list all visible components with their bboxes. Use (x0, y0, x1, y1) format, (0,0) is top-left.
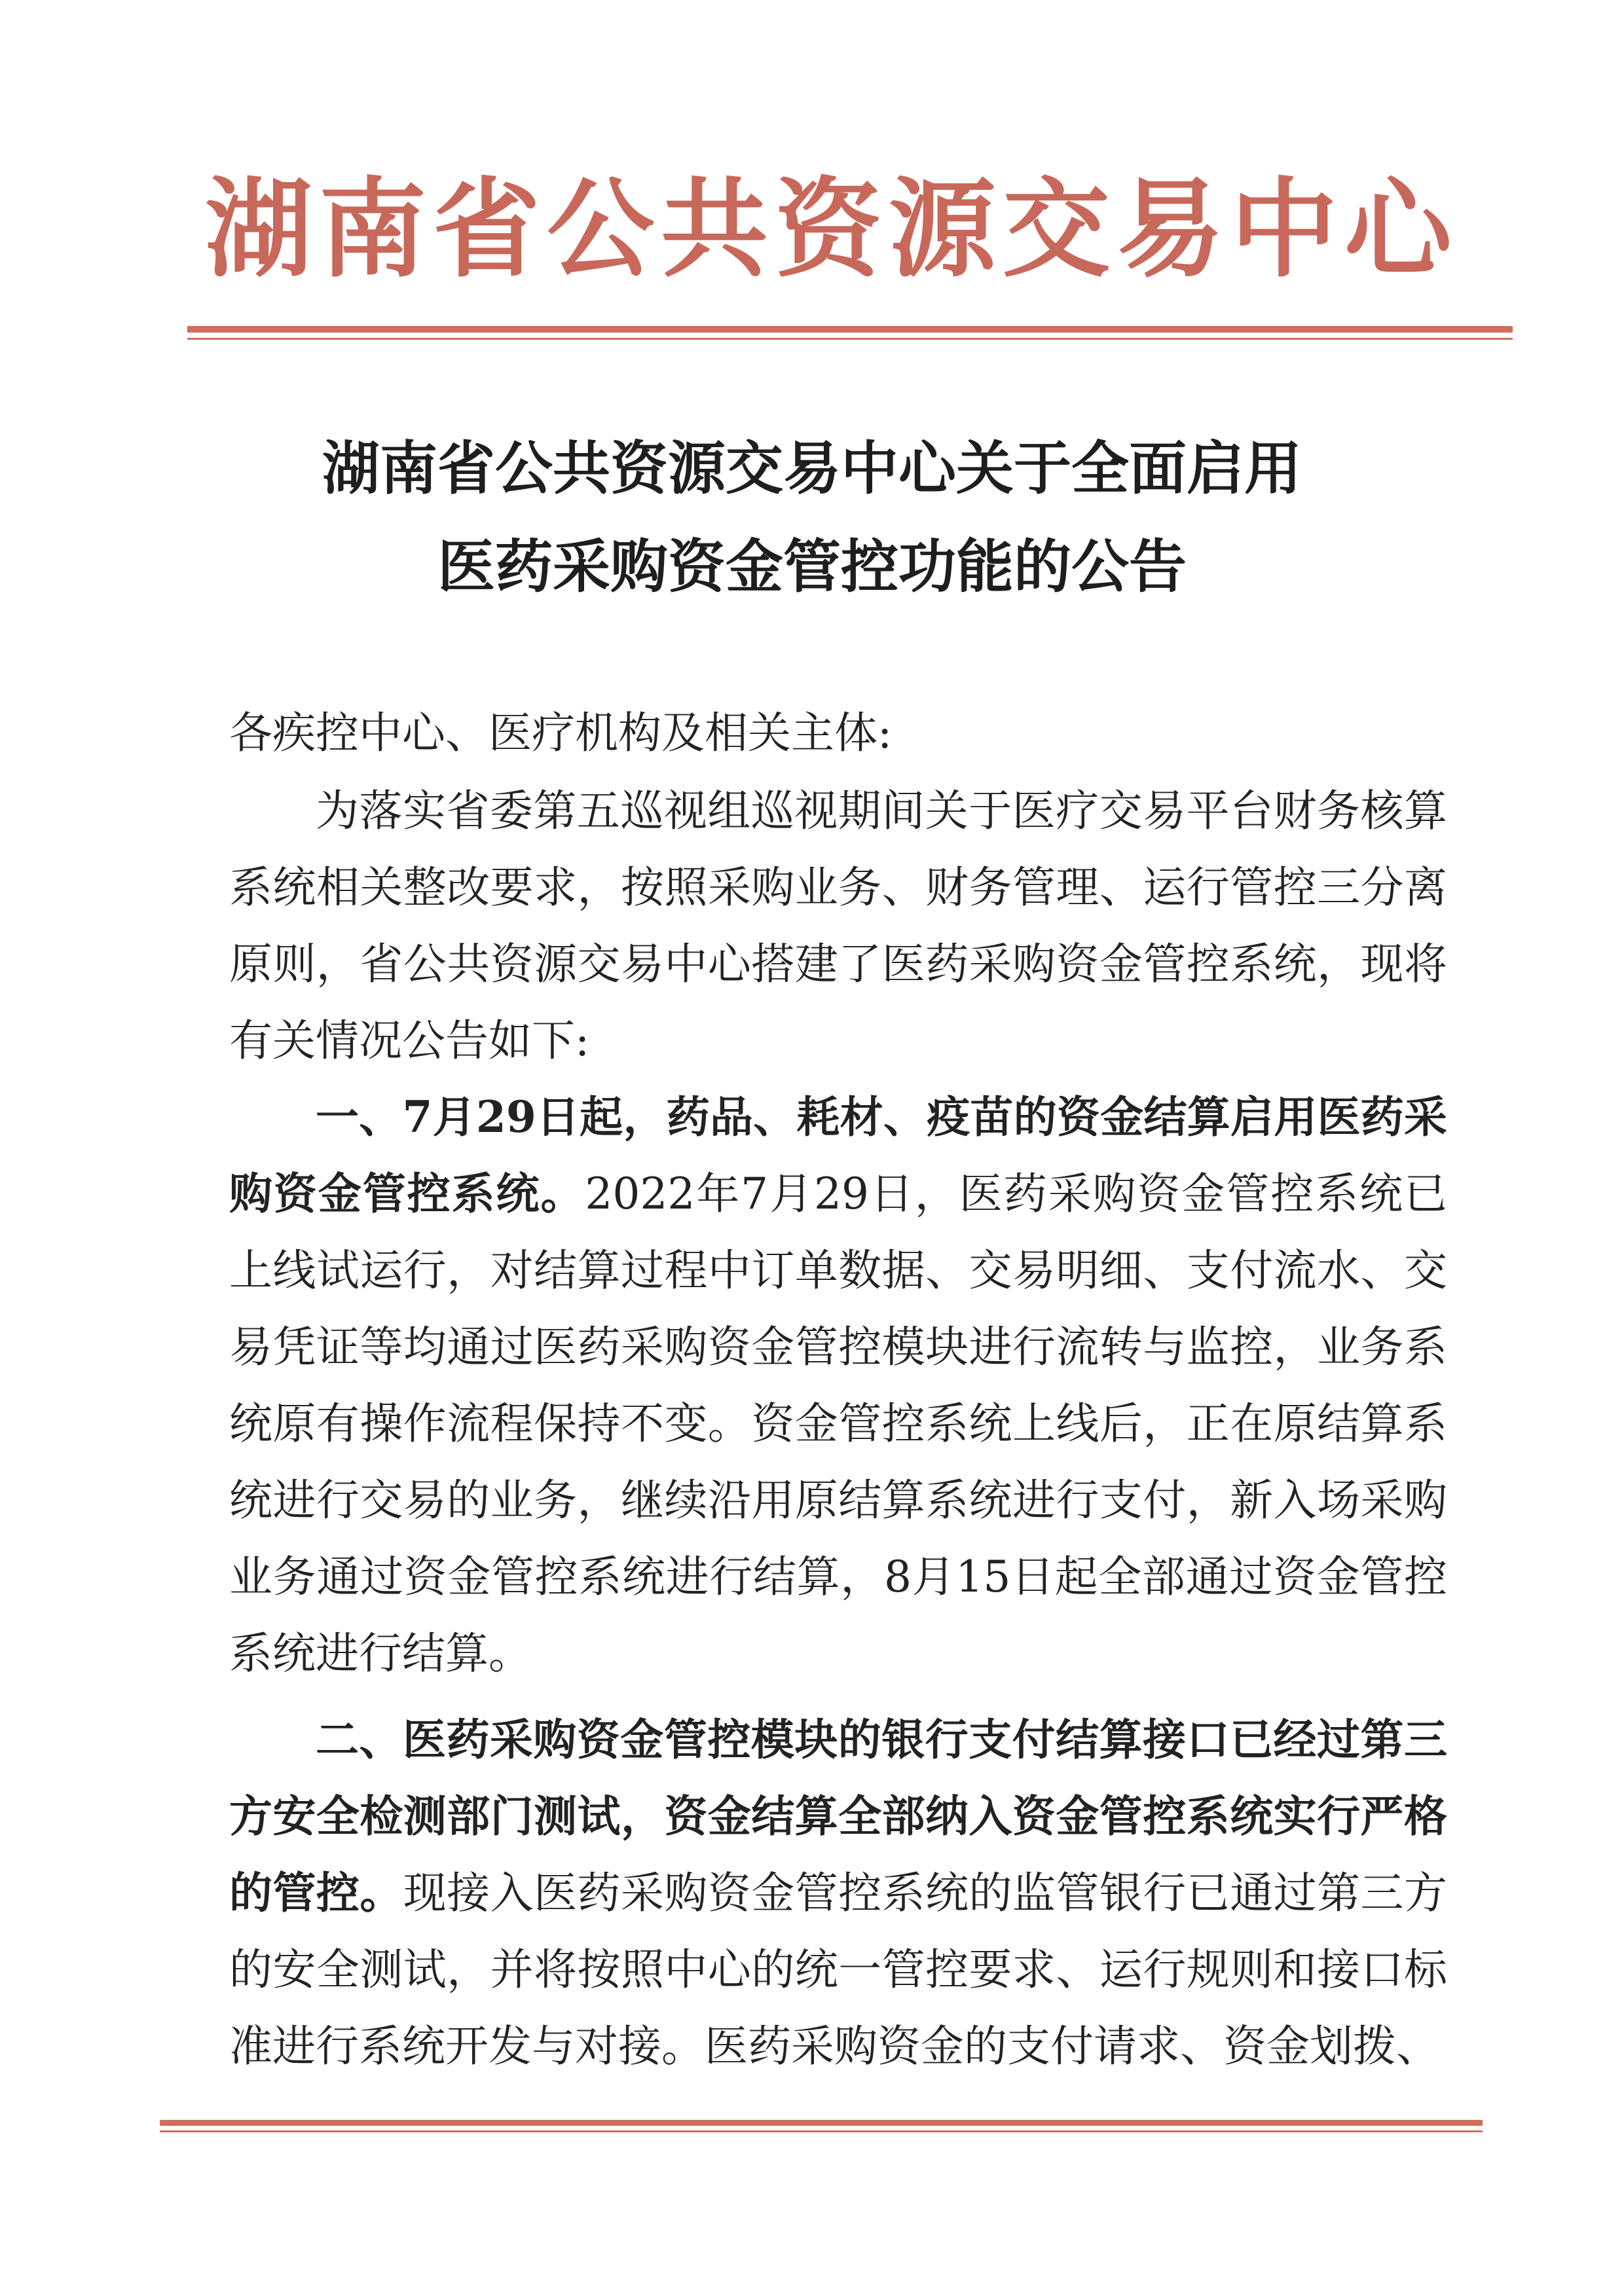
notice-body (229, 773, 1447, 2085)
masthead-rule-thin (187, 338, 1513, 340)
item-2-body: 现接入医药采购资金管控系统的监管银行已通过第三方的安全测试，并将按照中心的统一管控要求、运行规则和接口标准进行系统开发与对接。医药采购资金的支付请求、资金划拨、 (229, 1868, 1448, 2071)
notice-title-line-1: 湖南省公共资源交易中心关于全面启用 (322, 434, 1302, 502)
paragraph-item-2 (229, 1702, 1447, 2085)
footer-rule-thick (160, 2120, 1483, 2126)
salutation: 各疾控中心、医疗机构及相关主体: (229, 708, 893, 758)
notice-title-line-2: 医药采购资金管控功能的公告 (437, 532, 1187, 600)
paragraph-item-1 (229, 1079, 1447, 1692)
masthead-organization: 湖南省公共资源交易中心 (204, 166, 1458, 292)
paragraph-intro: 为落实省委第五巡视组巡视期间关于医疗交易平台财务核算系统相关整改要求，按照采购业务、财务管理、运行管控三分离原则，省公共资源交易中心搭建了医药采购资金管控系统，现将有关情况公告如下: (229, 786, 1447, 1066)
masthead-rule-thick (187, 326, 1513, 333)
item-1-heading: 一、7月29日起，药品、耗材、疫苗的资金结算启用医药采购资金管控系统。 (229, 1091, 1447, 1219)
footer-rule-thin (160, 2130, 1483, 2132)
item-2-heading: 二、医药采购资金管控模块的银行支付结算接口已经过第三方安全检测部门测试，资金结算全部纳入资金管控系统实行严格的管控。 (229, 1714, 1447, 1918)
item-1-body: 2022年7月29日，医药采购资金管控系统已上线试运行，对结算过程中订单数据、交易明细、支付流水、交易凭证等均通过医药采购资金管控模块进行流转与监控，业务系统原有操作流程保持不变。资金管控系统上线后，正在原结算系统进行交易的业务，继续沿用原结算系统进行支付，新入场采购业务通过资金管控系统进行结算，8月15日起全部通过资金管控系统进行结算。 (229, 1169, 1447, 1679)
